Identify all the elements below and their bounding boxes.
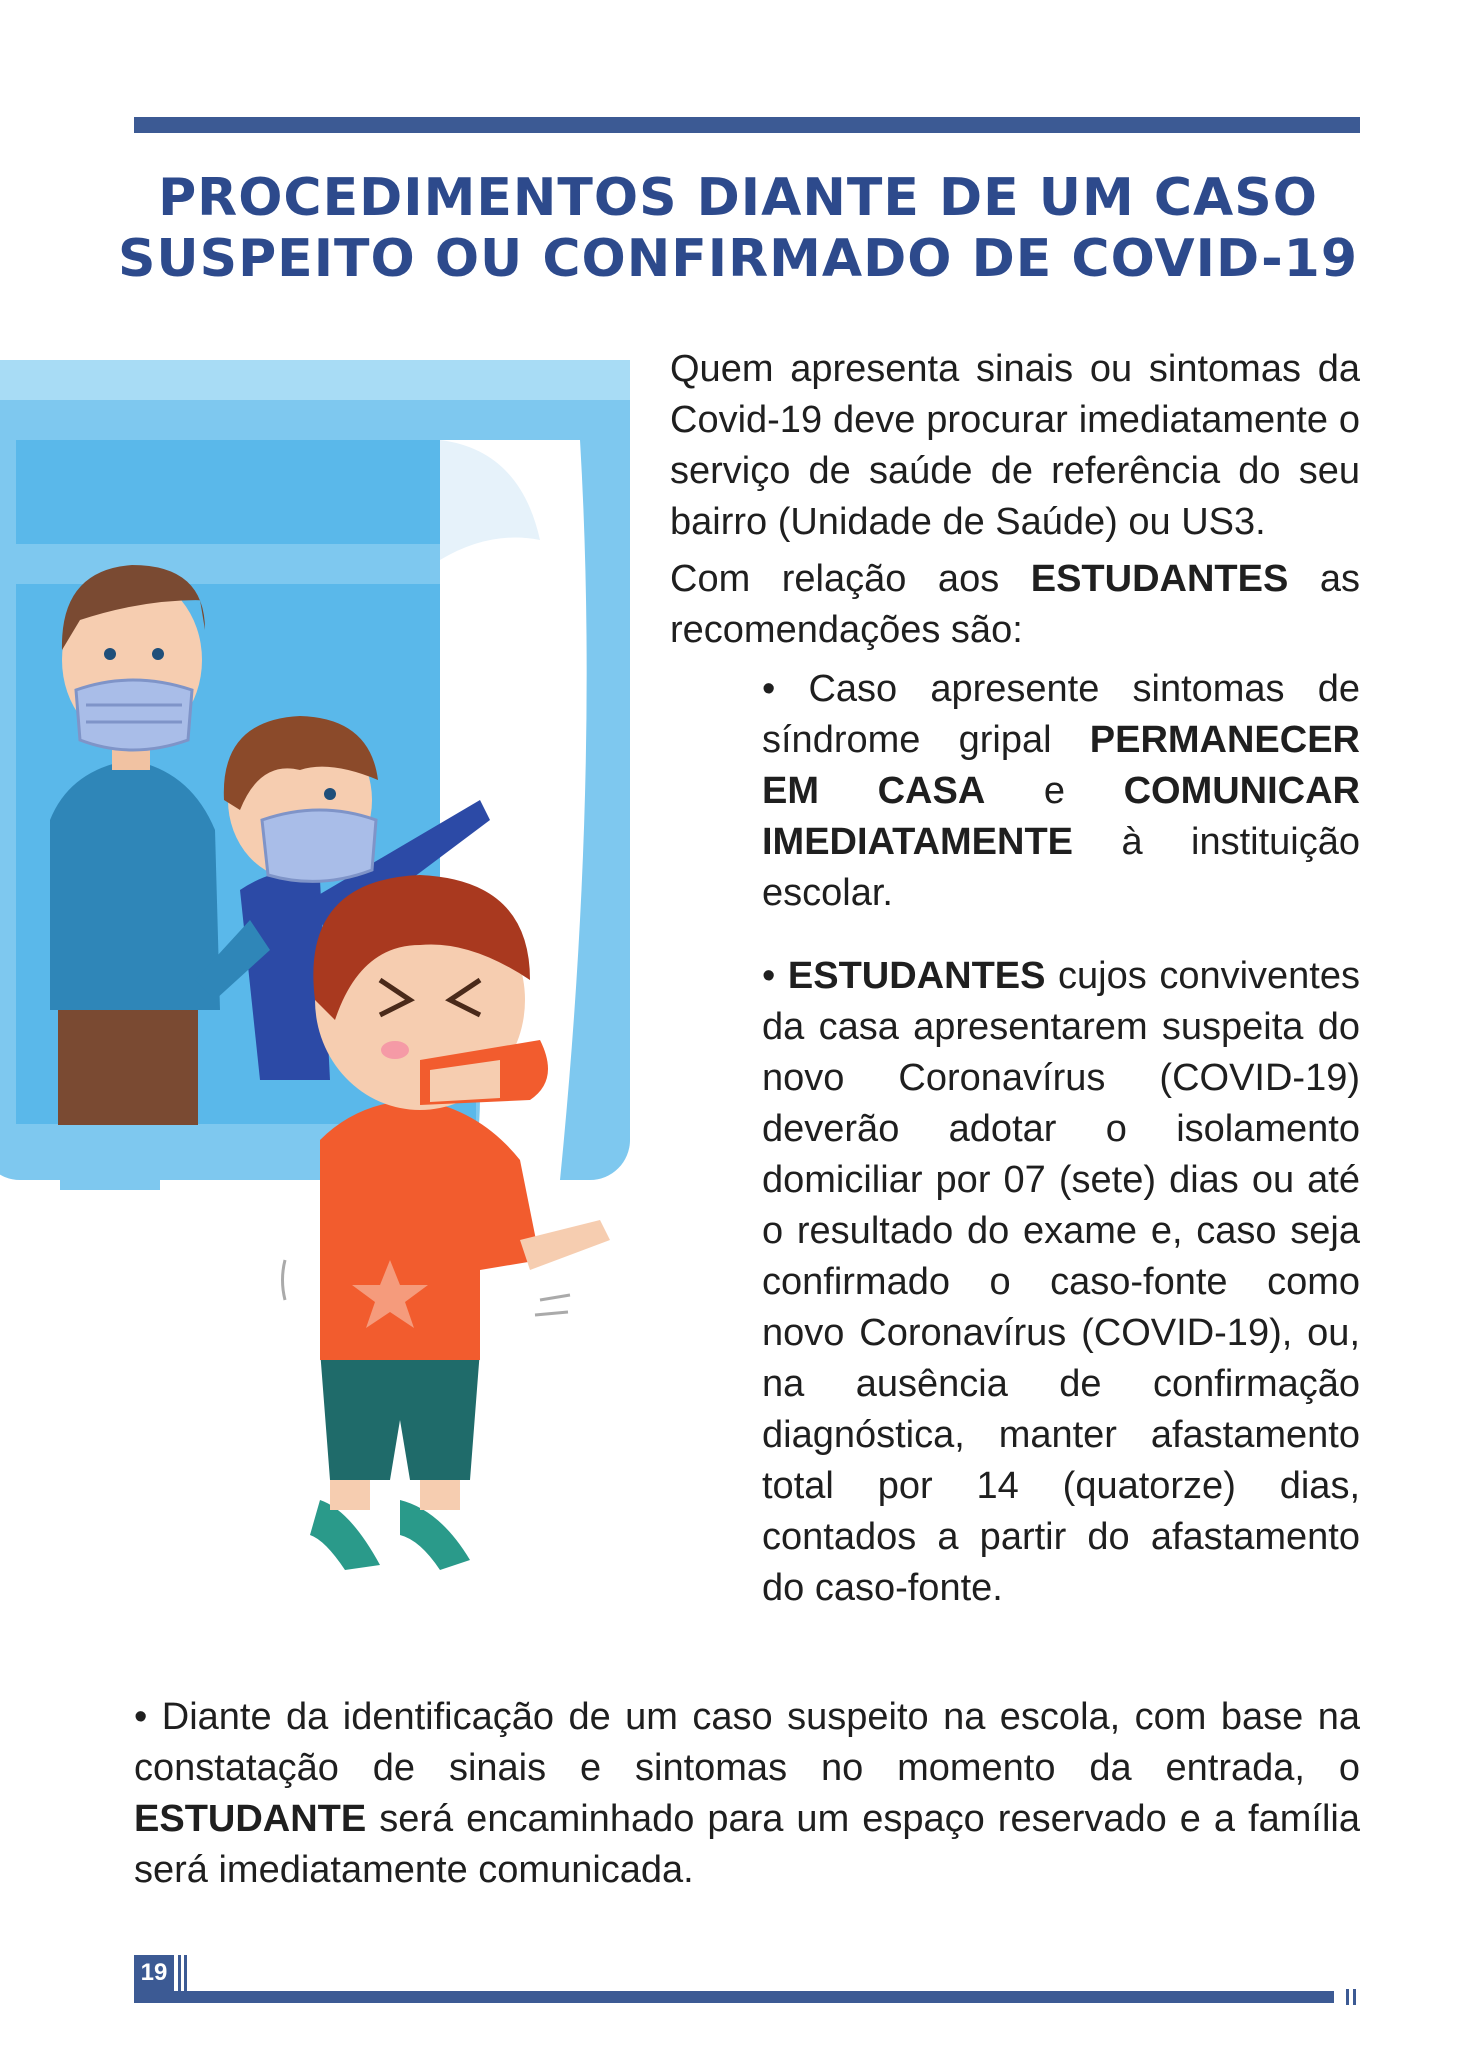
window-sill — [60, 1180, 160, 1190]
father-pants — [58, 1000, 198, 1125]
intro-paragraph: Quem apresenta sinais ou sintomas da Covid-19 deve procurar imediatamente o serviço de saúde de referência do seu bairro (Unidade de Saúde) ou US3. — [670, 348, 1360, 543]
suspected-case-bold: ESTUDANTE — [134, 1798, 367, 1840]
students-intro-text-a: Com relação aos — [670, 558, 1031, 600]
motion-line-1 — [283, 1260, 286, 1300]
motion-line-2 — [535, 1295, 570, 1315]
recommendation-bold: PERMANECER EM CASA — [762, 719, 1360, 812]
coughing-child-illustration — [0, 360, 670, 1680]
father-eye-left — [104, 648, 116, 660]
recommendation-text: à instituição escolar. — [762, 821, 1360, 914]
suspected-case-paragraph — [134, 1692, 1360, 1896]
students-intro-bold: ESTUDANTES — [1030, 558, 1289, 600]
students-intro-text-b: as recomendações são: — [670, 558, 1360, 651]
recommendation-bold: COMUNICAR IMEDIATAMENTE — [762, 770, 1361, 863]
recommendations-column — [670, 344, 1360, 1614]
recommendation-item — [762, 664, 1360, 919]
footer-end-ticks — [1346, 1989, 1360, 2005]
page-title — [100, 168, 1376, 290]
father-mask — [76, 680, 192, 750]
page-number: 19 — [134, 1955, 174, 1991]
child-shorts — [320, 1350, 480, 1480]
students-intro-paragraph — [670, 554, 1360, 656]
bullet-mark: • — [762, 955, 788, 997]
footer-ticks — [178, 1955, 188, 1991]
window-top-light — [0, 360, 630, 400]
bullet-mark: • — [762, 668, 809, 710]
recommendation-item — [762, 951, 1360, 1614]
footer-rule — [134, 1991, 1334, 2003]
recommendation-text: cujos conviventes da casa apresentarem suspeita do novo Coronavírus (COVID-19) deverão adotar o isolamento domiciliar por 07 (sete) dias ou até o resultado do exame e, caso seja confirmado o caso-fonte como novo Coronavírus (COVID-19), ou, na ausência de confirmação diagnóstica, manter afastamento total por 14 (quatorze) dias, contados a partir do afastamento do caso-fonte. — [762, 955, 1360, 1609]
suspected-case-text-b: será encaminhado para um espaço reservado e a família será imediatamente comunicada. — [134, 1798, 1360, 1891]
page-title-line-1: PROCEDIMENTOS DIANTE DE UM CASO — [158, 168, 1318, 228]
child-shoe-right — [400, 1500, 470, 1570]
boy-mask — [262, 810, 376, 881]
child-shoe-left — [310, 1500, 380, 1570]
child-cheek — [381, 1041, 409, 1059]
father-sweater — [50, 760, 220, 1010]
recommendation-text: e — [985, 770, 1124, 812]
suspected-case-text-a: • Diante da identificação de um caso suspeito na escola, com base na constatação de sinais e sintomas no momento da entrada, o — [134, 1696, 1360, 1789]
recommendation-list — [762, 664, 1360, 1614]
page-title-line-2: SUSPEITO OU CONFIRMADO DE COVID-19 — [117, 229, 1359, 289]
recommendation-bold: ESTUDANTES — [787, 955, 1046, 997]
recommendation-text: Caso apresente sintomas de síndrome gripal — [762, 668, 1360, 761]
boy-eye — [324, 788, 336, 800]
father-eye-right — [152, 648, 164, 660]
window-upper-pane — [16, 440, 476, 544]
header-rule — [134, 117, 1360, 133]
